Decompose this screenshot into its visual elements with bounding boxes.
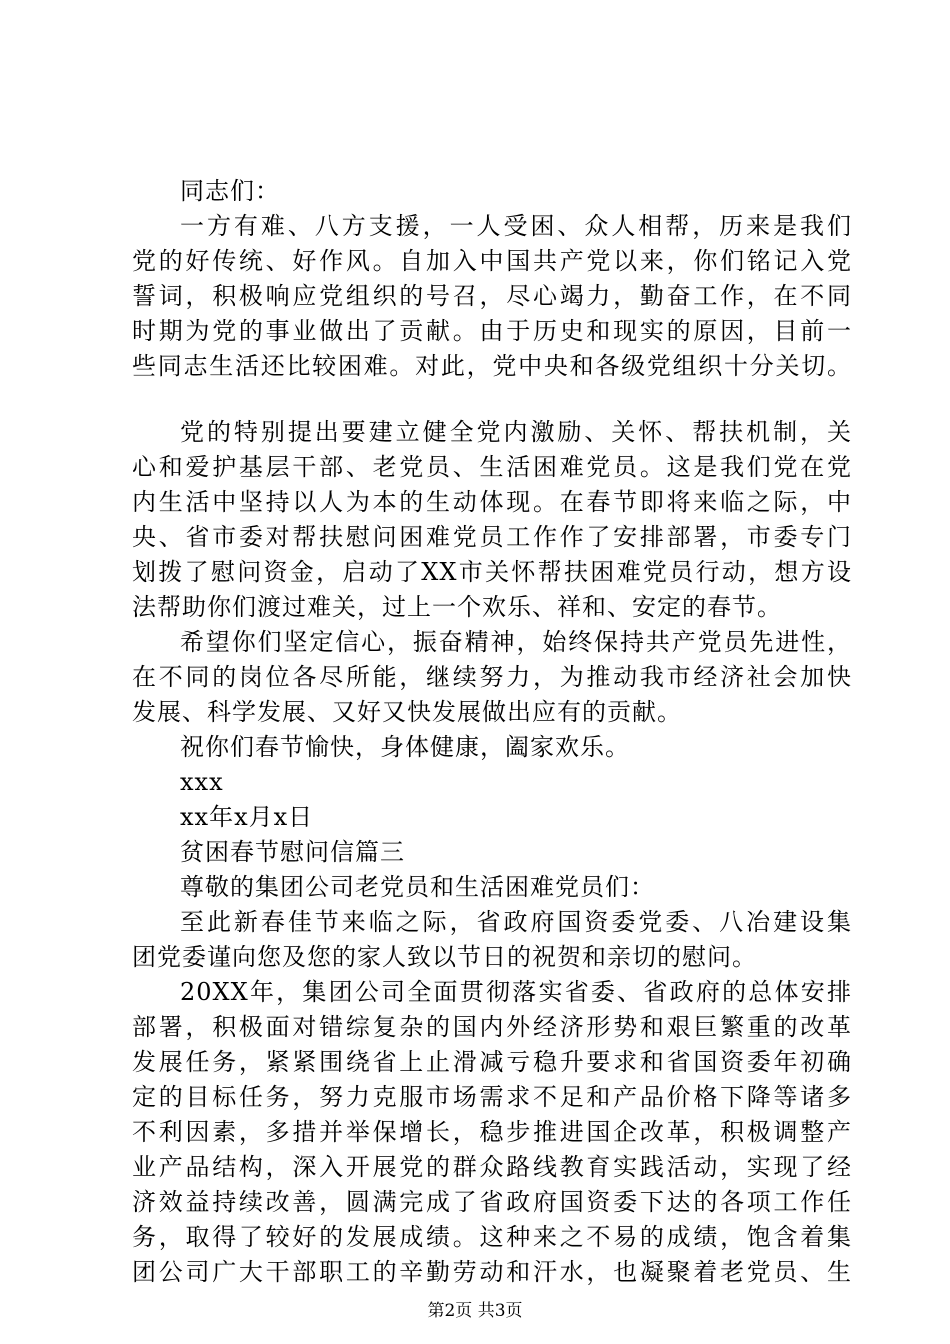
page-number-footer: 第2页 共3页	[427, 1301, 523, 1321]
paragraph-line: 20XX年，集团公司全面贯彻落实省委、省政府的总体安排	[180, 978, 852, 1006]
paragraph-line: 划拨了慰问资金，启动了XX市关怀帮扶困难党员行动，想方设	[132, 558, 852, 586]
paragraph-line: 团党委谨向您及您的家人致以节日的祝贺和亲切的慰问。	[132, 943, 757, 971]
paragraph-line: 定的目标任务，努力克服市场需求不足和产品价格下降等诸多	[132, 1083, 852, 1111]
paragraph-line: 誓词，积极响应党组织的号召，尽心竭力，勤奋工作，在不同	[132, 282, 852, 310]
closing-wish-line: 祝你们春节愉快，身体健康，阖家欢乐。	[180, 733, 630, 761]
paragraph-line: 至此新春佳节来临之际，省政府国资委党委、八冶建设集	[180, 908, 852, 936]
paragraph-line: 部署，积极面对错综复杂的国内外经济形势和艰巨繁重的改革	[132, 1013, 852, 1041]
paragraph-line: 内生活中坚持以人为本的生动体现。在春节即将来临之际，中	[132, 488, 852, 516]
signature-line: xxx	[180, 768, 224, 796]
paragraph-line: 心和爱护基层干部、老党员、生活困难党员。这是我们党在党	[132, 453, 852, 481]
paragraph-line: 在不同的岗位各尽所能，继续努力，为推动我市经济社会加快	[132, 663, 852, 691]
paragraph-line: 团公司广大干部职工的辛勤劳动和汗水，也凝聚着老党员、生	[132, 1258, 852, 1286]
paragraph-line: 央、省市委对帮扶慰问困难党员工作作了安排部署，市委专门	[132, 523, 852, 551]
salutation-line: 同志们：	[180, 177, 280, 205]
paragraph-line: 些同志生活还比较困难。对此，党中央和各级党组织十分关切。	[132, 352, 852, 380]
section-title: 贫困春节慰问信篇三	[180, 838, 405, 866]
paragraph-line: 济效益持续改善，圆满完成了省政府国资委下达的各项工作任	[132, 1188, 852, 1216]
paragraph-line: 发展任务，紧紧围绕省上止滑减亏稳升要求和省国资委年初确	[132, 1048, 852, 1076]
paragraph-line: 不利因素，多措并举保增长，稳步推进国企改革，积极调整产	[132, 1118, 852, 1146]
paragraph-line: 业产品结构，深入开展党的群众路线教育实践活动，实现了经	[132, 1153, 852, 1181]
paragraph-line: 时期为党的事业做出了贡献。由于历史和现实的原因，目前一	[132, 317, 852, 345]
paragraph-line: 发展、科学发展、又好又快发展做出应有的贡献。	[132, 698, 682, 726]
paragraph-line: 法帮助你们渡过难关，过上一个欢乐、祥和、安定的春节。	[132, 593, 782, 621]
paragraph-line: 务，取得了较好的发展成绩。这种来之不易的成绩，饱含着集	[132, 1223, 852, 1251]
paragraph-line: 党的特别提出要建立健全党内激励、关怀、帮扶机制，关	[180, 418, 852, 446]
paragraph-line: 希望你们坚定信心，振奋精神，始终保持共产党员先进性，	[180, 628, 852, 656]
salutation-line: 尊敬的集团公司老党员和生活困难党员们：	[180, 873, 655, 901]
date-line: xx年x月x日	[180, 803, 314, 831]
paragraph-line: 一方有难、八方支援，一人受困、众人相帮，历来是我们	[180, 212, 852, 240]
paragraph-line: 党的好传统、好作风。自加入中国共产党以来，你们铭记入党	[132, 247, 852, 275]
